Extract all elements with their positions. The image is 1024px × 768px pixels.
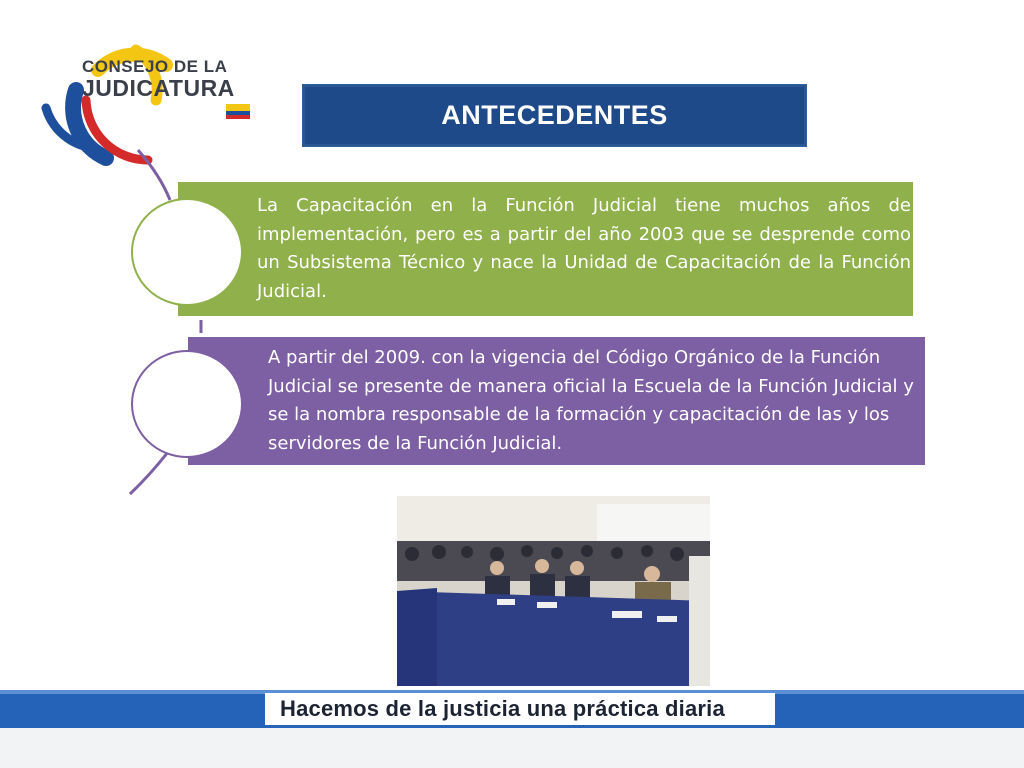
antecedent-text-1: La Capacitación en la Función Judicial tiene muchos años de implementación, pero es a partir del año 2003 que se desprende como un Subsistema Técnico y nace la Unidad de Capacitación de la Función Judicial. [257,195,911,302]
antecedent-block-1 [178,182,913,316]
logo-line1: CONSEJO DE LA [82,57,228,76]
training-session-photo [397,496,710,686]
bullet-circle-2 [131,350,243,458]
antecedent-block-2 [188,337,925,465]
footer-slogan: Hacemos de la justicia una práctica diaria [280,696,725,721]
antecedent-text-2: A partir del 2009. con la vigencia del Código Orgánico de la Función Judicial se presente de manera oficial la Escuela de la Función Judicial y se la nombra responsable de la formación y capacitación de las y los servidores de la Función Judicial. [268,347,914,454]
bullet-circle-1 [131,198,243,306]
logo-line2: JUDICATURA [82,75,235,101]
page-title: ANTECEDENTES [441,100,668,130]
bottom-decoration [0,728,1024,768]
